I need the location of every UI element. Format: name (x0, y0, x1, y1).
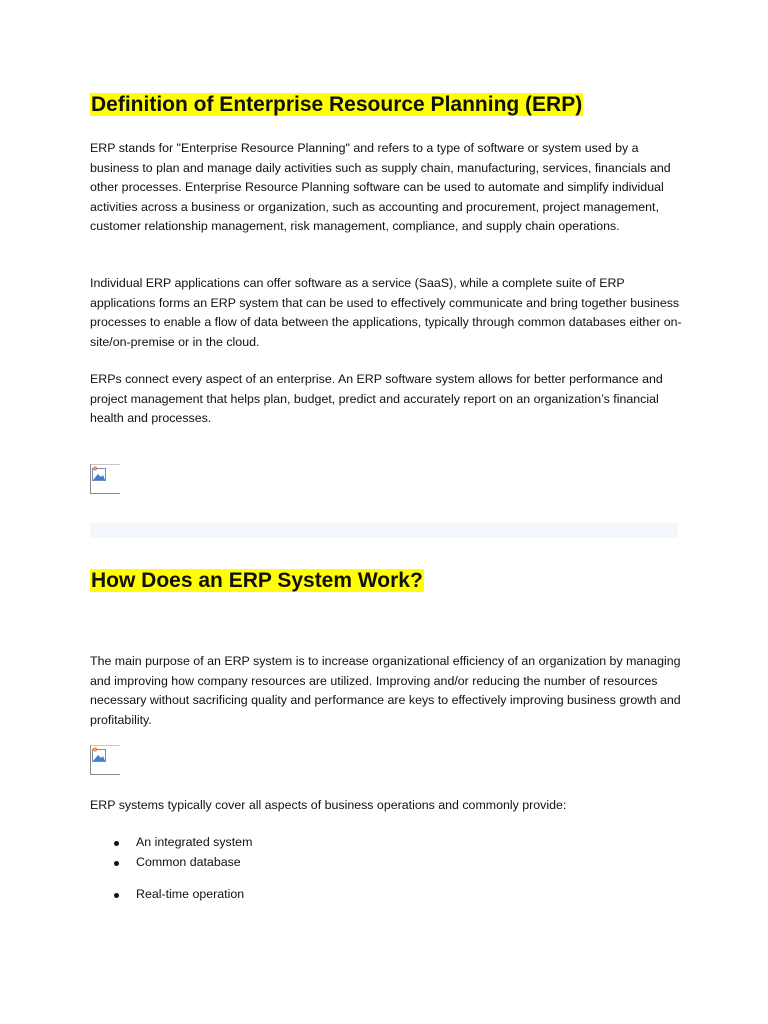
paragraph-erp-purpose: The main purpose of an ERP system is to increase organizational efficiency of an organization by managing and improving how company resources are utilized. Improving and/or reducing the number of resources necessary without sacrificing quality and performance are keys to effectively improving business growth and profitability. (90, 654, 681, 727)
broken-image-icon (90, 464, 120, 494)
list-item-label: An integrated system (136, 835, 253, 849)
broken-image-glyph (92, 747, 108, 763)
bullet-icon (114, 893, 119, 898)
list-item-label: Real-time operation (136, 887, 245, 901)
paragraph-erp-connect: ERPs connect every aspect of an enterprise. An ERP software system allows for better performance and project management that helps plan, budget, predict and accurately report on an organization’s financial health and processes. (90, 372, 663, 425)
heading-highlight: How Does an ERP System Work? (91, 569, 423, 592)
list-item (90, 885, 252, 905)
paragraph-erp-definition: ERP stands for "Enterprise Resource Planning" and refers to a type of software or system used by a business to plan and manage daily activities such as supply chain, manufacturing, services, financials and other processes. Enterprise Resource Planning software can be used to automate and simplify individual activities across a business or organization, such as accounting and procurement, project management, customer relationship management, risk management, compliance, and supply chain operations. (90, 141, 671, 233)
paragraph-erp-applications: Individual ERP applications can offer software as a service (SaaS), while a complete suite of ERP applications forms an ERP system that can be used to effectively communicate and bring together business processes to enable a flow of data between the applications, typically through common databases either on-site/on-premise or in the cloud. (90, 276, 682, 349)
bullet-icon (114, 861, 119, 866)
list-item (90, 853, 252, 873)
paragraph-erp-coverage: ERP systems typically cover all aspects of business operations and commonly provide: (90, 798, 567, 812)
broken-image-glyph (92, 466, 108, 482)
faint-banner-bar (90, 523, 678, 538)
list-item (90, 833, 252, 853)
section-heading-definition (90, 92, 583, 118)
heading-highlight: Definition of Enterprise Resource Planning (ERP) (91, 93, 583, 116)
bullet-icon (114, 841, 119, 846)
feature-list (90, 833, 252, 905)
section-heading-how-it-works (90, 568, 424, 594)
broken-image-icon (90, 745, 120, 775)
list-item-label: Common database (136, 854, 241, 869)
